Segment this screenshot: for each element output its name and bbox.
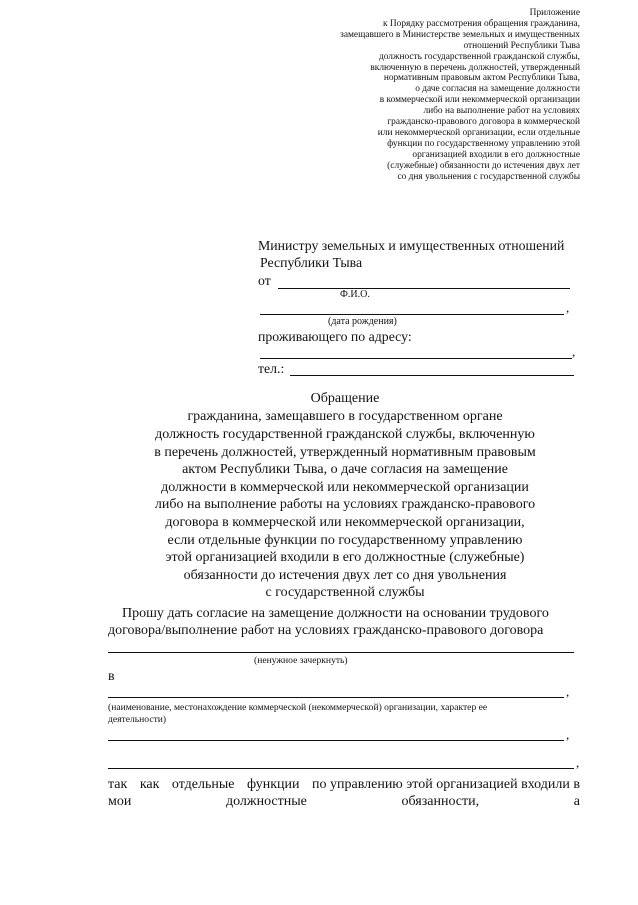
word: а [573, 794, 580, 809]
strike-caption: (ненужное зачеркнуть) [254, 655, 348, 666]
fio-field[interactable] [278, 288, 570, 289]
title-line: если отдельные функции по государственному управлению [167, 533, 523, 548]
in-label: в [108, 669, 115, 684]
since-line [108, 777, 580, 793]
appendix-line: замещавшего в Министерстве земельных и имущественных [340, 29, 580, 40]
organization-field[interactable] [108, 697, 564, 698]
phone-label: тел.: [258, 361, 285, 376]
title-line: должность государственной гражданской службы, включенную [155, 427, 535, 442]
comma: , [566, 300, 570, 315]
word: мои [108, 794, 132, 809]
request-line-2: договора/выполнение работ на условиях гражданско-правового договора [108, 623, 544, 638]
title-line: актом Республики Тыва, о даче согласия на замещение [182, 462, 508, 477]
appendix-line: включенную в перечень должностей, утвержденный [370, 62, 580, 73]
contract-type-field[interactable] [108, 652, 574, 653]
appendix-header [280, 8, 580, 183]
word: отдельные [171, 777, 235, 792]
appendix-line: о даче согласия на замещение должности [415, 84, 580, 95]
org-caption: (наименование, местонахождение коммерческой (некоммерческой) организации, характер ее [108, 702, 488, 713]
word: так [108, 777, 128, 792]
title-line: в перечень должностей, утвержденный нормативным правовым [154, 445, 536, 460]
appendix-line: со дня увольнения с государственной службы [397, 171, 580, 182]
word: функции [247, 777, 300, 792]
organization-field-2[interactable] [108, 740, 564, 741]
addressee-title: Министру земельных и имущественных отношений [258, 238, 565, 253]
from-label: от [258, 273, 271, 288]
org-caption: деятельности) [108, 714, 167, 725]
addressee-region: Республики Тыва [260, 255, 363, 270]
comma: , [572, 344, 576, 359]
duties-line [108, 794, 580, 810]
comma: , [566, 684, 570, 699]
word: по управлению этой организацией входили в [312, 777, 580, 792]
appendix-line: функции по государственному управлению этой [387, 138, 580, 149]
title-line: гражданина, замещавшего в государственном органе [187, 409, 503, 424]
comma: , [566, 727, 570, 742]
word: должностные [225, 794, 307, 809]
appendix-line: к Порядку рассмотрения обращения гражданина, [382, 18, 580, 29]
title-line: должности в коммерческой или некоммерческой организации [161, 480, 529, 495]
appendix-line: (служебные) обязанности до истечения двух лет [387, 160, 580, 171]
appendix-line: должность государственной гражданской службы, [378, 51, 580, 62]
dob-caption: (дата рождения) [328, 316, 397, 327]
residing-label: проживающего по адресу: [258, 329, 412, 344]
dob-field[interactable] [260, 314, 564, 315]
title-line: Обращение [310, 391, 380, 406]
appendix-line: либо на выполнение работ на условиях [423, 106, 580, 117]
title-line: с государственной службы [265, 585, 425, 600]
phone-field[interactable] [290, 375, 574, 376]
title-line: либо на выполнение работы на условиях гражданско-правового [154, 497, 536, 512]
appendix-line: организацией входили в его должностные [412, 149, 580, 160]
organization-field-3[interactable] [108, 768, 574, 769]
fio-caption: Ф.И.О. [340, 289, 370, 300]
address-field[interactable] [260, 358, 572, 359]
comma: , [576, 755, 580, 770]
word: обязанности, [401, 794, 480, 809]
appendix-line: гражданско-правового договора в коммерческой [387, 117, 580, 128]
word: как [139, 777, 160, 792]
appendix-line: в коммерческой или некоммерческой организации [379, 95, 580, 106]
title-line: договора в коммерческой или некоммерческой организации, [165, 515, 525, 530]
appendix-line: нормативным правовым актом Республики Тыва, [383, 73, 580, 84]
appendix-line: или некоммерческой организации, если отдельные [377, 127, 580, 138]
title-line: этой организацией входили в его должностные (служебные) [165, 550, 525, 565]
appendix-line: Приложение [529, 8, 580, 18]
request-line-1: Прошу дать согласие на замещение должности на основании трудового [122, 606, 549, 621]
appendix-line: отношений Республики Тыва [463, 40, 580, 51]
title-line: обязанности до истечения двух лет со дня увольнения [183, 568, 507, 583]
